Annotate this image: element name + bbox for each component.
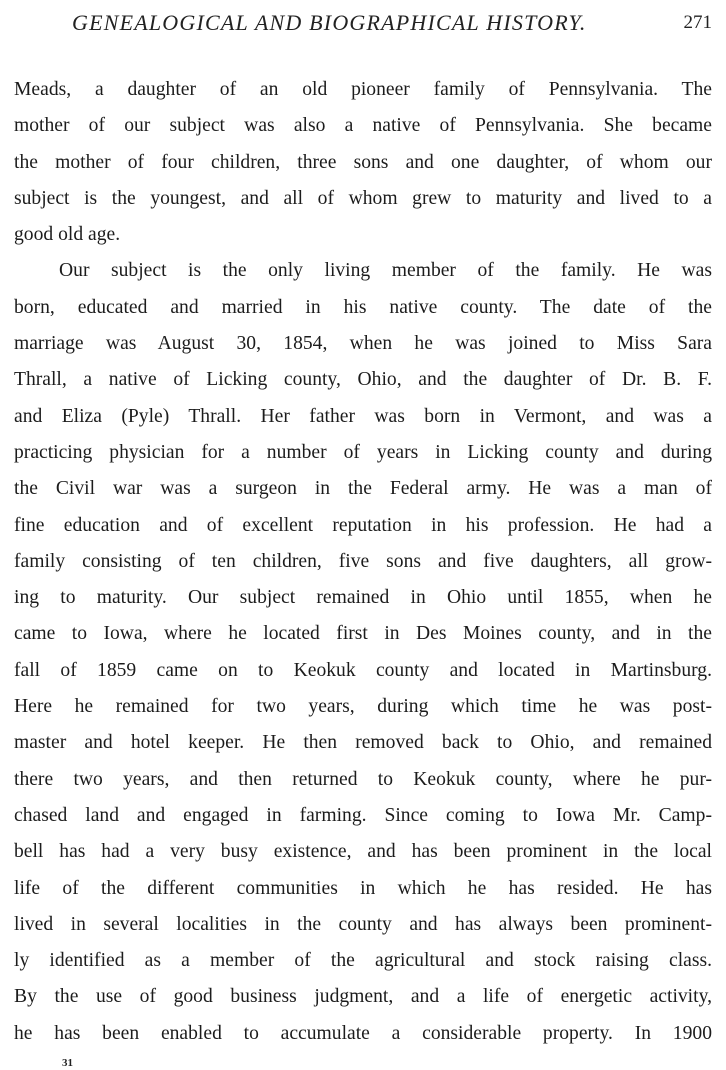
page-number: 271 xyxy=(683,12,712,33)
text-line: chased land and engaged in farming. Since coming to Iowa Mr. Camp- xyxy=(14,804,712,826)
text-line: and Eliza (Pyle) Thrall. Her father was born in Vermont, and was a xyxy=(14,405,712,427)
text-line: Thrall, a native of Licking county, Ohio, and the daughter of Dr. B. F. xyxy=(14,369,712,391)
text-line: ing to maturity. Our subject remained in Ohio until 1855, when he xyxy=(14,587,712,609)
text-line: the Civil war was a surgeon in the Federal army. He was a man of xyxy=(14,478,712,500)
text-line: there two years, and then returned to Keokuk county, where he pur- xyxy=(14,768,712,790)
text-line: master and hotel keeper. He then removed back to Ohio, and remained xyxy=(14,732,712,754)
text-line: life of the different communities in which he has resided. He has xyxy=(14,877,712,899)
text-line: the mother of four children, three sons and one daughter, of whom our xyxy=(14,151,712,173)
text-line: fine education and of excellent reputation in his profession. He had a xyxy=(14,514,712,536)
text-line: he has been enabled to accumulate a considerable property. In 1900 xyxy=(14,1022,712,1044)
running-head: GENEALOGICAL AND BIOGRAPHICAL HISTORY. xyxy=(72,10,587,35)
text-line: born, educated and married in his native county. The date of the xyxy=(14,296,712,318)
signature-mark: 31 xyxy=(62,1057,73,1069)
text-line: family consisting of ten children, five sons and five daughters, all grow- xyxy=(14,550,712,572)
text-line: fall of 1859 came on to Keokuk county and located in Martinsburg. xyxy=(14,659,712,681)
text-line: mother of our subject was also a native of Pennsylvania. She became xyxy=(14,115,712,137)
text-line: came to Iowa, where he located first in Des Moines county, and in the xyxy=(14,623,712,645)
text-line: ly identified as a member of the agricultural and stock raising class. xyxy=(14,950,712,972)
text-line: lived in several localities in the county and has always been prominent- xyxy=(14,913,712,935)
page-header xyxy=(0,10,726,40)
paragraph-2 xyxy=(14,253,712,1052)
text-line: practicing physician for a number of years in Licking county and during xyxy=(14,441,712,463)
text-line: Meads, a daughter of an old pioneer family of Pennsylvania. The xyxy=(14,79,712,100)
text-line: By the use of good business judgment, and a life of energetic activity, xyxy=(14,986,712,1008)
text-line: Here he remained for two years, during which time he was post- xyxy=(14,696,712,718)
text-line: Our subject is the only living member of the family. He was xyxy=(59,260,712,282)
text-line: good old age. xyxy=(14,224,121,246)
paragraph-1 xyxy=(14,72,712,253)
text-line: bell has had a very busy existence, and has been prominent in the local xyxy=(14,841,712,863)
text-line: subject is the youngest, and all of whom grew to maturity and lived to a xyxy=(14,187,712,209)
body-text xyxy=(14,72,712,1052)
text-line: marriage was August 30, 1854, when he was joined to Miss Sara xyxy=(14,333,712,355)
